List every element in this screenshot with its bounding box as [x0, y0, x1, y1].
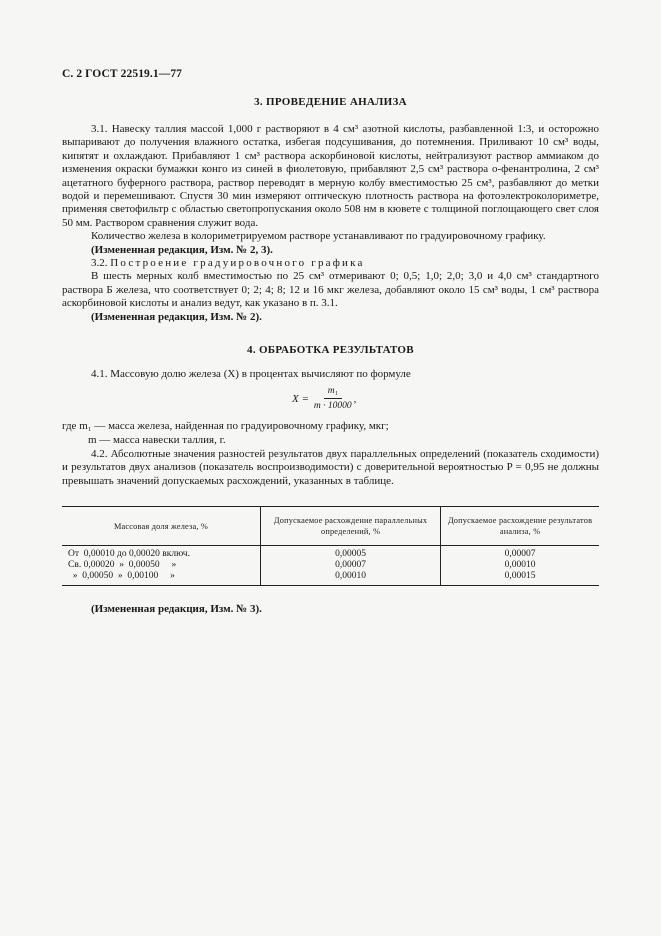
- table-cell: » 0,00050 » 0,00100 »: [62, 571, 261, 586]
- formula-fraction: [314, 386, 352, 411]
- table-cell: 0,00007: [441, 546, 599, 561]
- paragraph-4-1: 4.1. Массовую долю железа (X) в процентах вычисляют по формуле: [91, 368, 411, 380]
- table-header-analysis: Допускаемое расхождение результатов анализа, %: [441, 507, 599, 546]
- tolerance-table: [62, 506, 599, 586]
- formula-legend-m: m — масса навески таллия, г.: [88, 434, 226, 446]
- edit-note-final: (Измененная редакция, Изм. № 3).: [91, 603, 262, 615]
- section-3-body: [62, 123, 599, 324]
- paragraph-3-1: 3.1. Навеску таллия массой 1,000 г растворяют в 4 см³ азотной кислоты, разбавленной 1:3, и осторожно выпаривают до получения влажного остатка, избегая подсушивания, до потемнения. Приливают 10 см³ воды, кипятят и охлаждают. Прибавляют 1 см³ раствора аскорбиновой кислоты, нейтрализуют раствор аммиаком до изменения окраски бумажки конго из синей в фиолетовую, прибавляют 2,5 см³ раствора о-фенантролина, 2 см³ ацетатного буферного раствора, раствор переводят в мерную колбу вместимостью 25 см³, разбавляют до метки водой и перемешивают. Спустя 30 мин измеряют оптическую плотность раствора на фотоэлектроколориметре, применяя светофильтр с областью светопропускания около 508 нм в кювете с толщиной поглощающего свет слоя 50 мм. Раствором сравнения служит вода.: [62, 123, 599, 229]
- section-3-title: 3. ПРОВЕДЕНИЕ АНАЛИЗА: [254, 96, 407, 108]
- clause-number-3-2: 3.2.: [91, 257, 108, 270]
- paragraph-3-2: В шесть мерных колб вместимостью по 25 см³ отмеривают 0; 0,5; 1,0; 2,0; 3,0 и 4,0 см³ стандартного раствора Б железа, что соответствует 0; 2; 4; 8; 12 и 16 мкг железа, добавляют около 15 см³ воды, 1 см³ раствора аскорбиновой кислоты и анализ ведут, как указано в п. 3.1.: [62, 270, 599, 310]
- table-cell: 0,00010: [261, 571, 441, 586]
- paragraph-3-2-heading: [62, 257, 599, 270]
- section-4-intro: [62, 368, 599, 381]
- table-header-mass-fraction: Массовая доля железа, %: [62, 507, 261, 546]
- table-cell: От 0,00010 до 0,00020 включ.: [68, 549, 190, 559]
- table-cell: Св. 0,00020 » 0,00050 »: [68, 560, 177, 570]
- section-4-title: 4. ОБРАБОТКА РЕЗУЛЬТАТОВ: [247, 344, 414, 356]
- formula-legend-m1: где m₁ — масса железа, найденная по градуировочному графику, мкг;: [62, 420, 389, 432]
- formula-tail: ,: [353, 392, 357, 405]
- section-4-2: [62, 448, 599, 488]
- formula-mass-fraction: [292, 386, 356, 411]
- table-row: [62, 571, 599, 586]
- table-cell: 0,00007: [261, 560, 441, 571]
- edit-note-3-1: (Измененная редакция, Изм. № 2, 3).: [91, 243, 273, 256]
- table-header-parallel: Допускаемое расхождение параллельных определений, %: [261, 507, 441, 546]
- paragraph-3-1-result: Количество железа в колориметрируемом растворе устанавливают по градуировочному графику.: [91, 230, 546, 243]
- table-header-row: [62, 507, 599, 546]
- table-cell: 0,00005: [261, 546, 441, 561]
- table-row: [62, 546, 599, 561]
- table-row: [62, 560, 599, 571]
- edit-note-3-2: (Измененная редакция, Изм. № 2).: [91, 310, 262, 323]
- formula-denominator: m · 10000: [313, 401, 352, 411]
- table-cell: 0,00015: [441, 571, 599, 586]
- paragraph-4-2: 4.2. Абсолютные значения разностей результатов двух параллельных определений (показатель сходимости) и результатов двух анализов (показатель воспроизводимости) с доверительной вероятностью P = 0,95 не должны превышать значений допускаемых расхождений, указанных в таблице.: [62, 448, 599, 487]
- page-header: С. 2 ГОСТ 22519.1—77: [62, 68, 183, 80]
- clause-heading-3-2: Построение градуировочного графика: [110, 257, 365, 270]
- table-cell: 0,00010: [441, 560, 599, 571]
- formula-lhs: X =: [292, 392, 309, 405]
- formula-numerator: m₁: [324, 386, 342, 399]
